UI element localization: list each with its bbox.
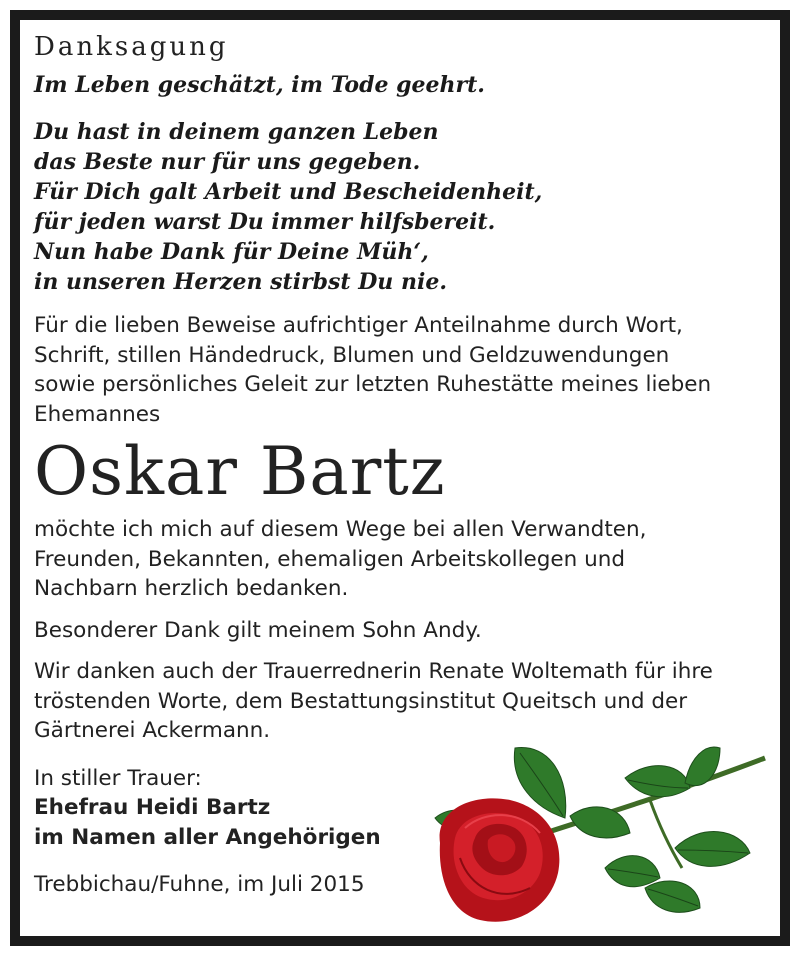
poem: [34, 117, 770, 297]
text-line: Für die lieben Beweise aufrichtiger Anteilnahme durch Wort,: [34, 313, 683, 338]
text-line: Schrift, stillen Händedruck, Blumen und Geldzuwendungen: [34, 342, 670, 368]
text-line: Gärtnerei Ackermann.: [34, 718, 271, 743]
place-date: Trebbichau/Fuhne, im Juli 2015: [34, 872, 365, 897]
motto: Im Leben geschätzt, im Tode geehrt.: [34, 72, 485, 98]
intro-paragraph: [34, 311, 770, 429]
text-line: tröstenden Worte, dem Bestattungsinstitut Queitsch und der: [34, 688, 688, 714]
heading: Danksagung: [34, 32, 229, 62]
poem-line: das Beste nur für uns gegeben.: [34, 149, 421, 175]
text-line: Nachbarn herzlich bedanken.: [34, 576, 349, 601]
signer: Ehefrau Heidi Bartz: [34, 795, 271, 820]
poem-line: in unseren Herzen stirbst Du nie.: [34, 269, 447, 295]
closing-line: In stiller Trauer:: [34, 765, 202, 791]
text-line: Freunden, Bekannten, ehemaligen Arbeitskollegen und: [34, 546, 626, 572]
red-rose-image: [420, 738, 780, 928]
obituary-card: [10, 10, 790, 946]
text-line: Wir danken auch der Trauerrednerin Renate Woltemath für ihre: [34, 659, 713, 684]
text-line: Ehemannes: [34, 401, 161, 427]
deceased-name: Oskar Bartz: [34, 433, 446, 510]
special-thanks: Besonderer Dank gilt meinem Sohn Andy.: [34, 617, 482, 643]
further-thanks-paragraph: [34, 657, 770, 746]
text-line: möchte ich mich auf diesem Wege bei allen Verwandten,: [34, 517, 647, 542]
poem-line: Für Dich galt Arbeit und Bescheidenheit,: [34, 179, 543, 205]
signer-note: im Namen aller Angehörigen: [34, 824, 381, 850]
poem-line: Du hast in deinem ganzen Leben: [34, 119, 439, 145]
poem-line: für jeden warst Du immer hilfsbereit.: [34, 209, 496, 235]
text-line: sowie persönliches Geleit zur letzten Ruhestätte meines lieben: [34, 372, 712, 397]
poem-line: Nun habe Dank für Deine Müh‘,: [34, 239, 429, 265]
thanks-paragraph: [34, 515, 770, 604]
